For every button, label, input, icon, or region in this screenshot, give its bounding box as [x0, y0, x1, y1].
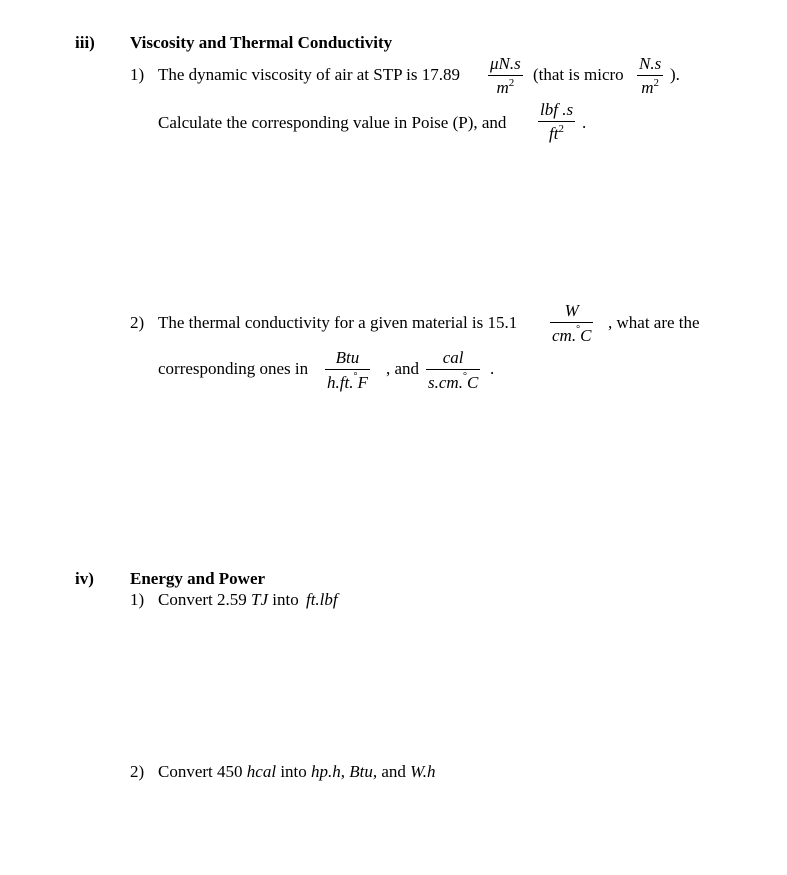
fraction-numerator: Btu [335, 348, 360, 367]
section-label-iii: iii) [75, 33, 95, 52]
question-text: The dynamic viscosity of air at STP is 17.89 [158, 65, 461, 84]
fraction-denominator: cm.°C [552, 324, 592, 345]
fraction-bar [550, 322, 593, 323]
fraction-numerator: N.s [639, 54, 662, 73]
unit-fraction-w-per-cm-c [550, 302, 593, 344]
question-text: Calculate the corresponding value in Poise (P), and [158, 113, 507, 132]
fraction-bar [488, 75, 523, 76]
section-title-energy: Energy and Power [130, 569, 266, 588]
fraction-bar [426, 369, 480, 370]
unit-fraction-btu-per-h-ft-f [325, 349, 370, 391]
question-number: 2) [130, 313, 145, 332]
fraction-bar [637, 75, 663, 76]
question-text: corresponding ones in [158, 359, 309, 378]
question-line: Convert 2.59 TJ into ft.lbf [158, 590, 338, 609]
question-number: 1) [130, 65, 145, 84]
unit-fraction-lbfs-per-ft2 [538, 101, 575, 142]
question-text: , what are the [608, 313, 700, 332]
question-text: ). [670, 65, 680, 84]
question-number: 2) [130, 762, 145, 781]
unit-fraction-cal-per-s-cm-c [426, 349, 480, 391]
question-line: Convert 450 hcal into hp.h, Btu, and W.h [158, 762, 436, 781]
fraction-numerator: W [564, 301, 579, 320]
unit-fraction-micro-ns-per-m2 [488, 55, 523, 96]
section-label-iv: iv) [75, 569, 94, 588]
question-text: The thermal conductivity for a given material is 15.1 [158, 313, 518, 332]
fraction-denominator: s.cm.°C [428, 371, 479, 392]
unit-fraction-ns-per-m2 [637, 55, 663, 96]
question-text: , and [386, 359, 420, 378]
fraction-denominator: $m^2$ [641, 77, 659, 97]
fraction-numerator: μN.s [490, 54, 521, 73]
section-title-viscosity: Viscosity and Thermal Conductivity [130, 33, 393, 52]
question-text: . [490, 359, 495, 378]
fraction-denominator: $m^2$ [496, 77, 515, 97]
fraction-numerator: cal [442, 348, 464, 367]
fraction-bar [325, 369, 370, 370]
fraction-numerator: lbf .s [540, 100, 574, 119]
fraction-bar [538, 121, 575, 122]
fraction-denominator: $ft^2$ [549, 123, 564, 143]
question-number: 1) [130, 590, 145, 609]
question-text: . [582, 113, 587, 132]
fraction-denominator: h.ft.°F [327, 371, 368, 392]
question-text: (that is micro [533, 65, 624, 84]
